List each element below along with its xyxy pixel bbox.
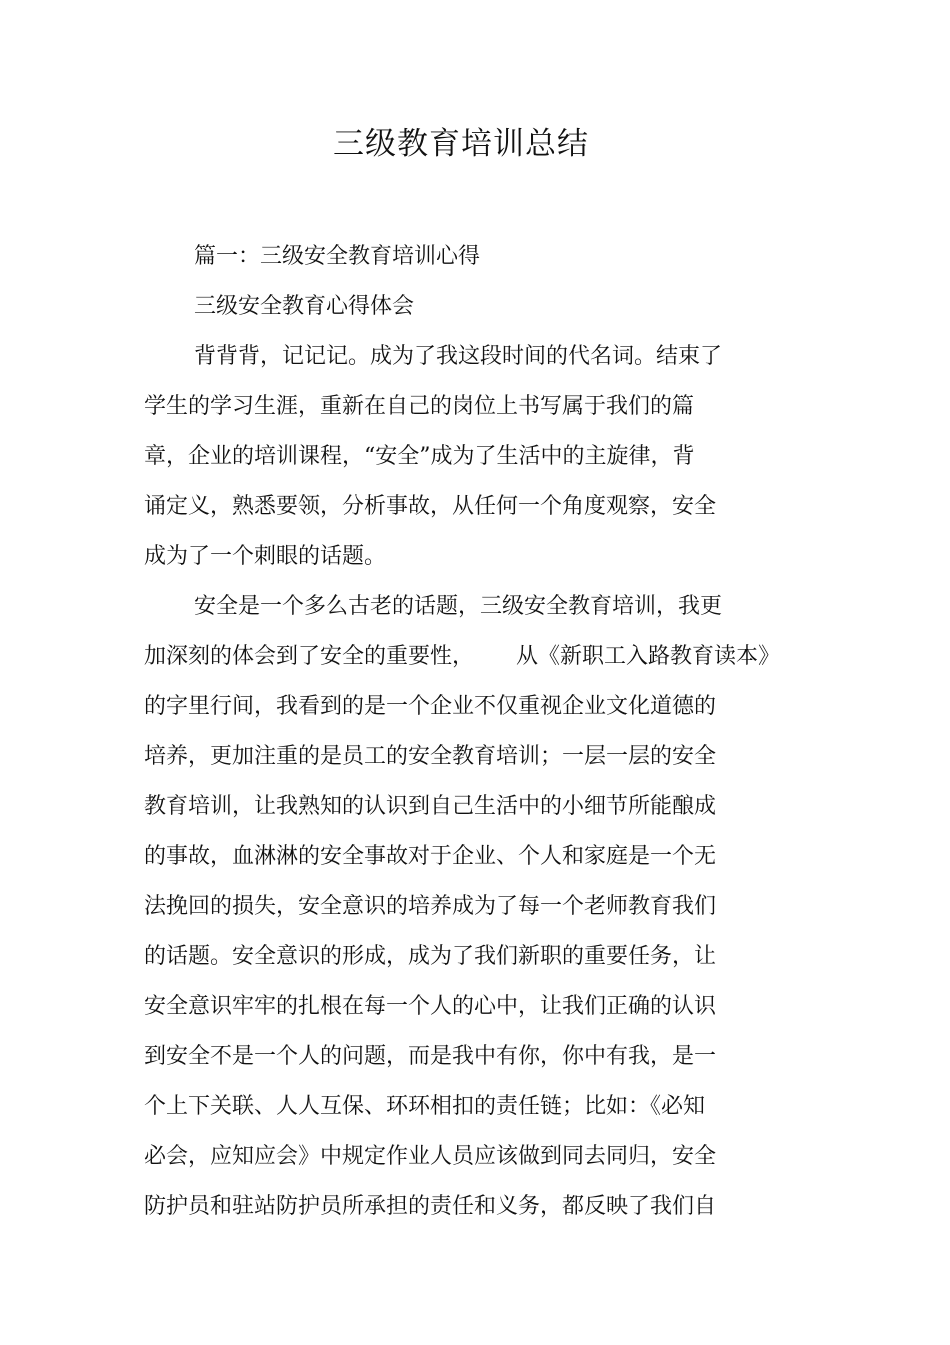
paragraph-line: 防护员和驻站防护员所承担的责任和义务，都反映了我们自 [144,1194,717,1219]
paragraph-line: 个上下关联、人人互保、环环相扣的责任链；比如：《必知 [144,1094,706,1119]
paragraph-line: 安全意识牢牢的扎根在每一个人的心中，让我们正确的认识 [144,994,717,1019]
paragraph-line: 诵定义，熟悉要领，分析事故，从任何一个角度观察，安全 [144,494,717,519]
paragraph-line: 学生的学习生涯，重新在自己的岗位上书写属于我们的篇 [144,394,695,419]
paragraph-line: 安全是一个多么古老的话题，三级安全教育培训，我更 [194,594,723,619]
paragraph-line: 的字里行间，我看到的是一个企业不仅重视企业文化道德的 [144,694,717,719]
paragraph-line: 加深刻的体会到了安全的重要性， 从《新职工入路教育读本》 [144,644,780,669]
paragraph-line: 的事故，血淋淋的安全事故对于企业、个人和家庭是一个无 [144,844,717,869]
subheading: 三级安全教育心得体会 [194,294,415,319]
paragraph-line: 到安全不是一个人的问题，而是我中有你，你中有我，是一 [144,1044,717,1069]
paragraph-line: 成为了一个刺眼的话题。 [144,544,387,569]
paragraph-line: 教育培训，让我熟知的认识到自己生活中的小细节所能酿成 [144,794,717,819]
paragraph-line: 章，企业的培训课程，“安全”成为了生活中的主旋律，背 [144,444,695,469]
paragraph-line: 法挽回的损失，安全意识的培养成为了每一个老师教育我们 [144,894,717,919]
document-title: 三级教育培训总结 [333,126,589,162]
paragraph-line: 的话题。安全意识的形成，成为了我们新职的重要任务，让 [144,944,717,969]
paragraph-line: 背背背，记记记。成为了我这段时间的代名词。结束了 [194,344,723,369]
paragraph-line: 培养，更加注重的是员工的安全教育培训；一层一层的安全 [144,744,717,769]
section-heading: 篇一：三级安全教育培训心得 [194,244,481,269]
paragraph-line: 必会，应知应会》中规定作业人员应该做到同去同归，安全 [144,1144,717,1169]
